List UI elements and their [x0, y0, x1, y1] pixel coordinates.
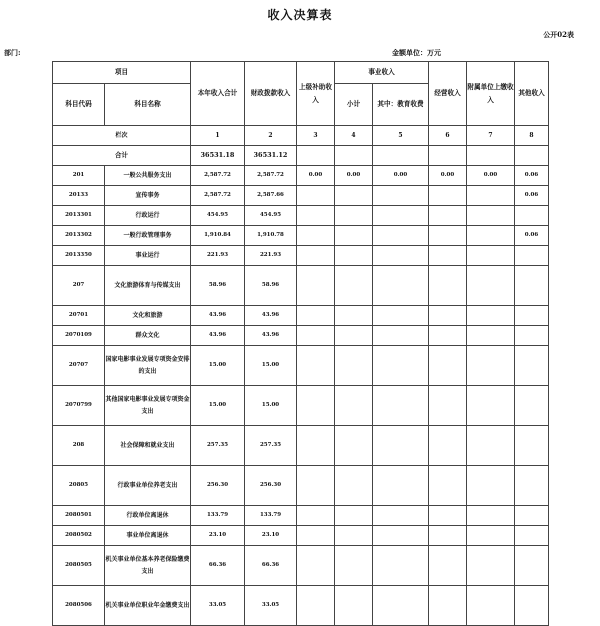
- subject-code-cell: 2080502: [53, 526, 105, 546]
- empty-cell: [373, 146, 429, 166]
- fiscal-allocation-cell: 43.96: [245, 326, 297, 346]
- education-fee-cell: [373, 306, 429, 326]
- affiliated-income-cell: [467, 546, 515, 586]
- subtotal-cell: [335, 386, 373, 426]
- table-row: [53, 546, 549, 586]
- superior-subsidy-cell: [297, 546, 335, 586]
- subject-name-cell: 一般公共服务支出: [105, 166, 191, 186]
- total-fiscal-value: 36531.12: [245, 146, 297, 166]
- superior-subsidy-cell: [297, 186, 335, 206]
- education-fee-cell: [373, 246, 429, 266]
- subject-name-cell: 行政事业单位养老支出: [105, 466, 191, 506]
- operating-income-cell: [429, 466, 467, 506]
- operating-income-cell: [429, 266, 467, 306]
- subtotal-cell: [335, 266, 373, 306]
- subtotal-cell: [335, 346, 373, 386]
- education-fee-cell: [373, 526, 429, 546]
- subject-code-cell: 207: [53, 266, 105, 306]
- table-row: [53, 526, 549, 546]
- subject-name-cell: 文化旅游体育与传媒支出: [105, 266, 191, 306]
- superior-subsidy-cell: [297, 506, 335, 526]
- total-income-cell: 33.05: [191, 586, 245, 626]
- affiliated-income-cell: [467, 346, 515, 386]
- header-subject-code: 科目代码: [53, 84, 105, 126]
- other-income-cell: [515, 546, 549, 586]
- education-fee-cell: [373, 226, 429, 246]
- total-income-cell: 15.00: [191, 346, 245, 386]
- operating-income-cell: [429, 186, 467, 206]
- education-fee-cell: [373, 546, 429, 586]
- column-number: 6: [429, 126, 467, 146]
- table-row: [53, 386, 549, 426]
- fiscal-allocation-cell: 58.96: [245, 266, 297, 306]
- superior-subsidy-cell: 0.00: [297, 166, 335, 186]
- table-row: [53, 226, 549, 246]
- education-fee-cell: 0.00: [373, 166, 429, 186]
- subject-code-cell: 20133: [53, 186, 105, 206]
- unit-label: 金额单位：万元: [392, 48, 441, 57]
- table-row: [53, 246, 549, 266]
- subject-code-cell: 2070109: [53, 326, 105, 346]
- subject-code-cell: 201: [53, 166, 105, 186]
- table-row: [53, 326, 549, 346]
- subject-code-cell: 2013302: [53, 226, 105, 246]
- other-income-cell: [515, 586, 549, 626]
- empty-cell: [467, 146, 515, 166]
- operating-income-cell: [429, 586, 467, 626]
- total-income-cell: 23.10: [191, 526, 245, 546]
- total-label: 合计: [53, 146, 191, 166]
- subject-name-cell: 其他国家电影事业发展专项资金支出: [105, 386, 191, 426]
- total-income-cell: 133.79: [191, 506, 245, 526]
- affiliated-income-cell: [467, 526, 515, 546]
- subtotal-cell: [335, 206, 373, 226]
- affiliated-income-cell: [467, 206, 515, 226]
- education-fee-cell: [373, 346, 429, 386]
- column-number: 3: [297, 126, 335, 146]
- table-row: [53, 466, 549, 506]
- header-superior-subsidy: 上级补助收入: [297, 62, 335, 126]
- total-income-cell: 221.93: [191, 246, 245, 266]
- subtotal-cell: [335, 546, 373, 586]
- subtotal-cell: [335, 466, 373, 506]
- subject-name-cell: 事业单位离退休: [105, 526, 191, 546]
- total-income-value: 36531.18: [191, 146, 245, 166]
- superior-subsidy-cell: [297, 386, 335, 426]
- operating-income-cell: [429, 426, 467, 466]
- column-number: 2: [245, 126, 297, 146]
- other-income-cell: [515, 246, 549, 266]
- other-income-cell: [515, 266, 549, 306]
- subject-code-cell: 2080506: [53, 586, 105, 626]
- education-fee-cell: [373, 506, 429, 526]
- subject-name-cell: 行政运行: [105, 206, 191, 226]
- superior-subsidy-cell: [297, 246, 335, 266]
- form-code: 公开02表: [543, 30, 574, 39]
- subject-code-cell: 2080501: [53, 506, 105, 526]
- fiscal-allocation-cell: 43.96: [245, 306, 297, 326]
- affiliated-income-cell: [467, 246, 515, 266]
- header-subject-name: 科目名称: [105, 84, 191, 126]
- subject-code-cell: 20805: [53, 466, 105, 506]
- education-fee-cell: [373, 586, 429, 626]
- header-education-fee: 其中：教育收费: [373, 84, 429, 126]
- other-income-cell: [515, 386, 549, 426]
- operating-income-cell: [429, 506, 467, 526]
- header-subtotal: 小计: [335, 84, 373, 126]
- other-income-cell: [515, 306, 549, 326]
- education-fee-cell: [373, 266, 429, 306]
- header-public-service-income: 事业收入: [335, 62, 429, 84]
- other-income-cell: [515, 426, 549, 466]
- total-income-cell: 43.96: [191, 306, 245, 326]
- subject-name-cell: 群众文化: [105, 326, 191, 346]
- other-income-cell: [515, 526, 549, 546]
- subject-code-cell: 208: [53, 426, 105, 466]
- affiliated-income-cell: [467, 466, 515, 506]
- other-income-cell: 0.06: [515, 226, 549, 246]
- subject-name-cell: 社会保障和就业支出: [105, 426, 191, 466]
- income-table: [52, 61, 549, 626]
- affiliated-income-cell: [467, 266, 515, 306]
- subject-name-cell: 文化和旅游: [105, 306, 191, 326]
- other-income-cell: [515, 506, 549, 526]
- other-income-cell: [515, 346, 549, 386]
- column-number: 4: [335, 126, 373, 146]
- subtotal-cell: 0.00: [335, 166, 373, 186]
- education-fee-cell: [373, 326, 429, 346]
- superior-subsidy-cell: [297, 266, 335, 306]
- column-number-label: 栏次: [53, 126, 191, 146]
- total-income-cell: 58.96: [191, 266, 245, 306]
- subtotal-cell: [335, 586, 373, 626]
- table-row: [53, 206, 549, 226]
- operating-income-cell: [429, 206, 467, 226]
- operating-income-cell: [429, 526, 467, 546]
- affiliated-income-cell: 0.00: [467, 166, 515, 186]
- fiscal-allocation-cell: 33.05: [245, 586, 297, 626]
- operating-income-cell: [429, 246, 467, 266]
- total-income-cell: 454.95: [191, 206, 245, 226]
- operating-income-cell: [429, 326, 467, 346]
- affiliated-income-cell: [467, 506, 515, 526]
- subject-code-cell: 2070799: [53, 386, 105, 426]
- superior-subsidy-cell: [297, 346, 335, 386]
- subtotal-cell: [335, 506, 373, 526]
- education-fee-cell: [373, 206, 429, 226]
- fiscal-allocation-cell: 66.36: [245, 546, 297, 586]
- column-number: 7: [467, 126, 515, 146]
- header-fiscal-allocation: 财政拨款收入: [245, 62, 297, 126]
- subtotal-cell: [335, 326, 373, 346]
- superior-subsidy-cell: [297, 206, 335, 226]
- subject-code-cell: 2013350: [53, 246, 105, 266]
- page-title: 收入决算表: [267, 8, 333, 22]
- header-item: 项目: [53, 62, 191, 84]
- empty-cell: [297, 146, 335, 166]
- superior-subsidy-cell: [297, 526, 335, 546]
- table-row: [53, 426, 549, 466]
- superior-subsidy-cell: [297, 226, 335, 246]
- empty-cell: [429, 146, 467, 166]
- superior-subsidy-cell: [297, 426, 335, 466]
- total-income-cell: 15.00: [191, 386, 245, 426]
- subject-name-cell: 宣传事务: [105, 186, 191, 206]
- superior-subsidy-cell: [297, 306, 335, 326]
- total-income-cell: 43.96: [191, 326, 245, 346]
- table-row: [53, 266, 549, 306]
- affiliated-income-cell: [467, 386, 515, 426]
- other-income-cell: [515, 206, 549, 226]
- education-fee-cell: [373, 186, 429, 206]
- table-row: [53, 506, 549, 526]
- affiliated-income-cell: [467, 586, 515, 626]
- subtotal-cell: [335, 226, 373, 246]
- affiliated-income-cell: [467, 306, 515, 326]
- total-income-cell: 1,910.84: [191, 226, 245, 246]
- subject-code-cell: 20701: [53, 306, 105, 326]
- table-row: [53, 586, 549, 626]
- table-row: [53, 346, 549, 386]
- affiliated-income-cell: [467, 226, 515, 246]
- empty-cell: [515, 146, 549, 166]
- subject-code-cell: 2080505: [53, 546, 105, 586]
- department-label: 部门:: [4, 48, 21, 57]
- fiscal-allocation-cell: 257.35: [245, 426, 297, 466]
- total-income-cell: 2,587.72: [191, 186, 245, 206]
- fiscal-allocation-cell: 221.93: [245, 246, 297, 266]
- header-total-income: 本年收入合计: [191, 62, 245, 126]
- operating-income-cell: [429, 306, 467, 326]
- header-affiliated-income: 附属单位上缴收入: [467, 62, 515, 126]
- total-income-cell: 2,587.72: [191, 166, 245, 186]
- subject-name-cell: 一般行政管理事务: [105, 226, 191, 246]
- column-number: 5: [373, 126, 429, 146]
- total-income-cell: 66.36: [191, 546, 245, 586]
- column-number: 1: [191, 126, 245, 146]
- subject-name-cell: 国家电影事业发展专项资金安排的支出: [105, 346, 191, 386]
- total-income-cell: 257.35: [191, 426, 245, 466]
- total-income-cell: 256.30: [191, 466, 245, 506]
- fiscal-allocation-cell: 133.79: [245, 506, 297, 526]
- operating-income-cell: [429, 546, 467, 586]
- other-income-cell: [515, 326, 549, 346]
- subtotal-cell: [335, 246, 373, 266]
- affiliated-income-cell: [467, 426, 515, 466]
- fiscal-allocation-cell: 2,587.66: [245, 186, 297, 206]
- subject-code-cell: 2013301: [53, 206, 105, 226]
- subject-name-cell: 机关事业单位职业年金缴费支出: [105, 586, 191, 626]
- operating-income-cell: 0.00: [429, 166, 467, 186]
- other-income-cell: [515, 466, 549, 506]
- subject-name-cell: 事业运行: [105, 246, 191, 266]
- operating-income-cell: [429, 386, 467, 426]
- superior-subsidy-cell: [297, 466, 335, 506]
- fiscal-allocation-cell: 256.30: [245, 466, 297, 506]
- subject-code-cell: 20707: [53, 346, 105, 386]
- other-income-cell: 0.06: [515, 186, 549, 206]
- fiscal-allocation-cell: 2,587.72: [245, 166, 297, 186]
- subtotal-cell: [335, 186, 373, 206]
- header-operating-income: 经营收入: [429, 62, 467, 126]
- table-row: [53, 306, 549, 326]
- affiliated-income-cell: [467, 326, 515, 346]
- subtotal-cell: [335, 306, 373, 326]
- subject-name-cell: 机关事业单位基本养老保险缴费支出: [105, 546, 191, 586]
- empty-cell: [335, 146, 373, 166]
- table-row: [53, 186, 549, 206]
- subtotal-cell: [335, 526, 373, 546]
- fiscal-allocation-cell: 15.00: [245, 386, 297, 426]
- table-row: [53, 166, 549, 186]
- education-fee-cell: [373, 386, 429, 426]
- fiscal-allocation-cell: 1,910.78: [245, 226, 297, 246]
- superior-subsidy-cell: [297, 326, 335, 346]
- fiscal-allocation-cell: 15.00: [245, 346, 297, 386]
- education-fee-cell: [373, 426, 429, 466]
- operating-income-cell: [429, 226, 467, 246]
- superior-subsidy-cell: [297, 586, 335, 626]
- column-number: 8: [515, 126, 549, 146]
- affiliated-income-cell: [467, 186, 515, 206]
- education-fee-cell: [373, 466, 429, 506]
- fiscal-allocation-cell: 454.95: [245, 206, 297, 226]
- other-income-cell: 0.06: [515, 166, 549, 186]
- subtotal-cell: [335, 426, 373, 466]
- header-other-income: 其他收入: [515, 62, 549, 126]
- operating-income-cell: [429, 346, 467, 386]
- fiscal-allocation-cell: 23.10: [245, 526, 297, 546]
- subject-name-cell: 行政单位离退休: [105, 506, 191, 526]
